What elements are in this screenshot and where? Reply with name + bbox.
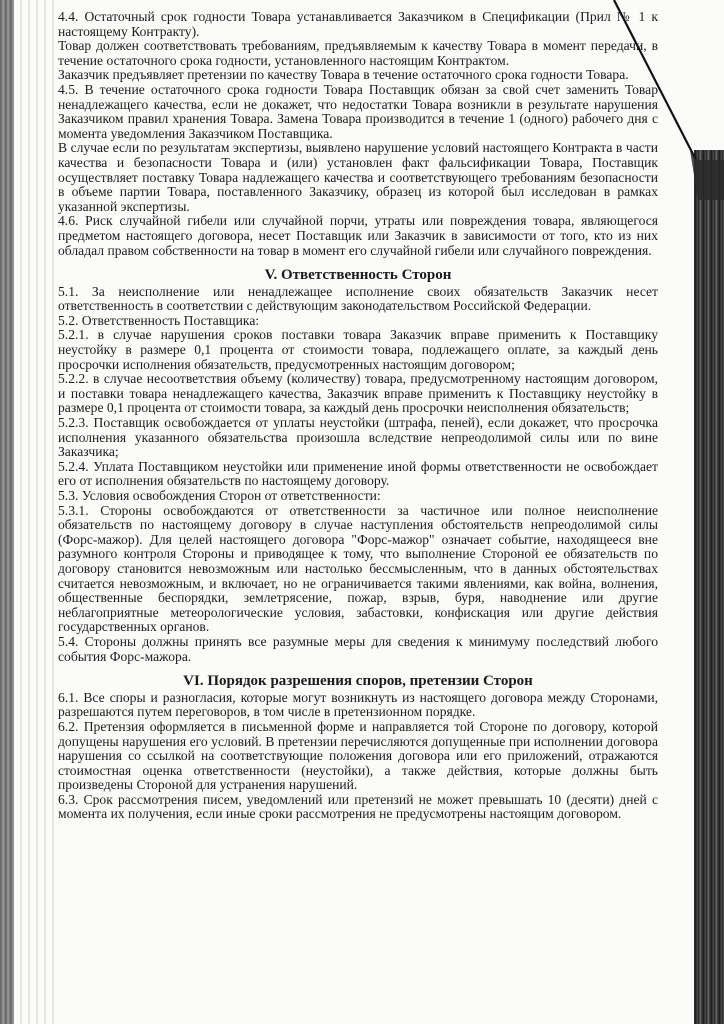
scan-left-noise: [14, 0, 54, 1024]
paragraph: 4.6. Риск случайной гибели или случайной порчи, утраты или повреждения товара, являющегося предметом настоящего договора, несет Поставщик или Заказчик в зависимости от того, кто из них обладал правом собственности на товар в момент его случайной гибели или случайного повреждения.: [58, 213, 658, 258]
paragraph: 4.5. В течение остаточного срока годности Товара Поставщик обязан за свой счет заменить Товар ненадлежащего качества, если не докажет, что недостатки Товара возникли в результате нарушения Заказчиком правил хранения Товара. Замена Товара производится в течение 1 (одного) рабочего дня с момента уведомления Заказчиком Поставщика.: [58, 81, 658, 141]
paragraph: Товар должен соответствовать требованиям, предъявляемым к качеству Товара в момент передачи, в течение остаточного срока годности, установленного настоящим Контрактом.: [58, 38, 658, 68]
scan-right-edge-shadow: [694, 150, 724, 1024]
section-heading-liability: V. Ответственность Сторон: [264, 267, 452, 284]
paragraph: 6.1. Все споры и разногласия, которые могут возникнуть из настоящего договора между Сторонами, разрешаются путем переговоров, в том числе в претензионном порядке.: [58, 689, 658, 720]
paragraph: 4.4. Остаточный срок годности Товара устанавливается Заказчиком в Спецификации (Прил № 1 к настоящему Контракту).: [58, 9, 658, 39]
paragraph: В случае если по результатам экспертизы, выявлено нарушение условий настоящего Контракта в части качества и безопасности Товара и (или) установлен факт фальсификации Товара, Поставщик осуществляет поставку Товара надлежащего качества и соответствующего требованиям безопасности в объеме партии Товара, поставленного Заказчику, образец из которой был исследован в рамках указанной экспертизы.: [58, 140, 658, 214]
section-heading-disputes: VI. Порядок разрешения споров, претензии Сторон: [183, 673, 533, 690]
paragraph: 6.3. Срок рассмотрения писем, уведомлений или претензий не может превышать 10 (десяти) дней с момента их получения, если иные сроки рассмотрения не предусмотрены настоящим договором.: [58, 791, 658, 822]
document-page: [58, 10, 658, 822]
paragraph: 5.2.3. Поставщик освобождается от уплаты неустойки (штрафа, пеней), если докажет, что просрочка исполнения указанного обязательства произошла вследствие непреодолимой силы или по вине Заказчика;: [58, 415, 658, 460]
paragraph: 5.3.1. Стороны освобождаются от ответственности за частичное или полное неисполнение обязательств по настоящему договору в случае наступления обстоятельств непреодолимой силы (Форс-мажор). Для целей настоящего договора "Форс-мажор" означает событие, находящееся вне разумного контроля Стороны и приводящее к тому, что выполнение Стороной ее обязательств по договору становится невозможным или настолько бессмысленным, что в данных обстоятельствах считается невозможным, и включает, но не ограничивается такими явлениями, как война, волнения, общественные беспорядки, землетрясение, пожар, взрыв, буря, наводнение или другие неблагоприятные метеорологические условия, забастовки, конфискация или другие действия государственных органов.: [58, 502, 658, 635]
paragraph: 5.3. Условия освобождения Сторон от ответственности:: [58, 488, 381, 503]
paragraph: 6.2. Претензия оформляется в письменной форме и направляется той Стороне по договору, которой допущены нарушения его условий. В претензии перечисляются допущенные при исполнении договора нарушения со ссылкой на соответствующие положения договора или его приложений, отражаются стоимостная оценка ответственности (неустойки), а также действия, которые должны быть произведены Стороной для устранения нарушений.: [58, 718, 658, 793]
paragraph: 5.2.2. в случае несоответствия объему (количеству) товара, предусмотренному настоящим договором, и поставки товара ненадлежащего качества, Заказчик вправе применить к Поставщику неустойку в размере 0,1 процента от стоимости товара, за каждый день просрочки неисполнения обязательств;: [58, 371, 658, 416]
scan-left-edge-shadow: [0, 0, 14, 1024]
paragraph: 5.4. Стороны должны принять все разумные меры для сведения к минимуму последствий любого события Форс-мажора.: [58, 633, 658, 664]
paragraph: 5.1. За неисполнение или ненадлежащее исполнение своих обязательств Заказчик несет ответственность в соответствии с действующим законодательством Российской Федерации.: [58, 283, 658, 314]
paragraph: 5.2.4. Уплата Поставщиком неустойки или применение иной формы ответственности не освобождает его от исполнения обязательств по настоящему договору.: [58, 458, 658, 489]
paragraph: 5.2. Ответственность Поставщика:: [58, 312, 260, 328]
paragraph: Заказчик предъявляет претензии по качеству Товара в течение остаточного срока годности Товара.: [58, 67, 629, 83]
paragraph: 5.2.1. в случае нарушения сроков поставки товара Заказчик вправе применить к Поставщику неустойку в размере 0,1 процента от стоимости товара, подлежащего оплате, за каждый день просрочки исполнения обязательств, предусмотренных настоящим договором;: [58, 327, 658, 372]
